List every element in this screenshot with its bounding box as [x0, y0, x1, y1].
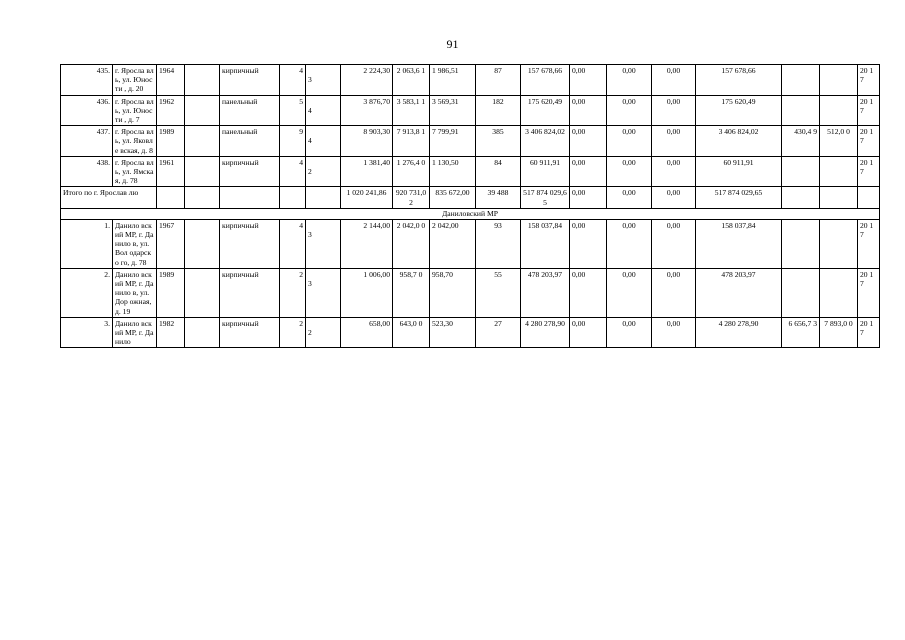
floors: 2	[280, 317, 306, 348]
cost-zero-2: 0,00	[607, 317, 652, 348]
blank-cell	[185, 268, 220, 317]
total-cost: 175 620,49	[696, 95, 782, 126]
table-row	[61, 317, 880, 348]
cost-zero-1: 0,00	[570, 317, 607, 348]
year-built: 1982	[157, 317, 185, 348]
unit-cost-2	[820, 95, 858, 126]
table-row	[61, 95, 880, 126]
blank-cell	[820, 187, 858, 208]
planned-year: 20 17	[858, 65, 880, 96]
repair-cost: 478 203,97	[521, 268, 570, 317]
blank-cell	[185, 187, 220, 208]
area-residential: 2 042,00	[430, 219, 476, 268]
row-number: 2.	[61, 268, 113, 317]
area-residential: 1 986,51	[430, 65, 476, 96]
total-area: 1 020 241,86	[341, 187, 393, 208]
unit-cost-2	[820, 219, 858, 268]
planned-year: 20 17	[858, 156, 880, 187]
floors: 9	[280, 126, 306, 157]
cost-zero-1: 0,00	[570, 65, 607, 96]
residents: 84	[476, 156, 521, 187]
planned-year: 20 17	[858, 219, 880, 268]
year-built: 1964	[157, 65, 185, 96]
area-residential: 958,70	[430, 268, 476, 317]
section-title: Даниловский МР	[61, 208, 880, 219]
residents: 182	[476, 95, 521, 126]
table-row	[61, 268, 880, 317]
total-cost: 157 678,66	[696, 65, 782, 96]
year-built: 1961	[157, 156, 185, 187]
cost-zero-2: 0,00	[607, 268, 652, 317]
residents: 39 488	[476, 187, 521, 208]
repair-cost: 158 037,84	[521, 219, 570, 268]
area-living: 7 913,8 1	[393, 126, 430, 157]
cost-zero-1: 0,00	[570, 187, 607, 208]
housing-register-table	[60, 64, 880, 348]
row-number: 1.	[61, 219, 113, 268]
residents: 55	[476, 268, 521, 317]
floors: 4	[280, 156, 306, 187]
area-residential: 1 130,50	[430, 156, 476, 187]
floors: 4	[280, 65, 306, 96]
wall-material: панельный	[220, 126, 280, 157]
summary-row	[61, 187, 880, 208]
unit-cost-1	[782, 268, 820, 317]
total-cost: 3 406 824,02	[696, 126, 782, 157]
blank-cell	[306, 187, 341, 208]
unit-cost-2	[820, 268, 858, 317]
summary-label: Итого по г. Ярослав лю	[61, 187, 157, 208]
year-built: 1989	[157, 268, 185, 317]
row-number: 435.	[61, 65, 113, 96]
total-area: 1 381,40	[341, 156, 393, 187]
cost-zero-3: 0,00	[652, 95, 696, 126]
table-row	[61, 65, 880, 96]
area-residential: 7 799,91	[430, 126, 476, 157]
residents: 93	[476, 219, 521, 268]
residents: 385	[476, 126, 521, 157]
wall-material: кирпичный	[220, 65, 280, 96]
address: г. Яросла вль, ул. Яковле вская, д. 8	[113, 126, 157, 157]
cost-zero-2: 0,00	[607, 65, 652, 96]
blank-cell	[858, 187, 880, 208]
total-area: 3 876,70	[341, 95, 393, 126]
repair-cost: 60 911,91	[521, 156, 570, 187]
year-built: 1967	[157, 219, 185, 268]
cost-zero-3: 0,00	[652, 219, 696, 268]
planned-year: 20 17	[858, 126, 880, 157]
cost-zero-1: 0,00	[570, 95, 607, 126]
address: Данило вский МР, г. Данило	[113, 317, 157, 348]
address: г. Яросла вль, ул. Ямская, д. 78	[113, 156, 157, 187]
total-area: 2 144,00	[341, 219, 393, 268]
entrances: 3	[306, 268, 341, 317]
repair-cost: 157 678,66	[521, 65, 570, 96]
area-living: 2 042,0 0	[393, 219, 430, 268]
section-row	[61, 208, 880, 219]
unit-cost-1	[782, 219, 820, 268]
year-built: 1989	[157, 126, 185, 157]
cost-zero-1: 0,00	[570, 219, 607, 268]
unit-cost-1	[782, 95, 820, 126]
unit-cost-1: 6 656,7 3	[782, 317, 820, 348]
cost-zero-2: 0,00	[607, 187, 652, 208]
table-row	[61, 219, 880, 268]
total-cost: 158 037,84	[696, 219, 782, 268]
residents: 87	[476, 65, 521, 96]
wall-material: кирпичный	[220, 219, 280, 268]
blank-cell	[185, 95, 220, 126]
total-cost: 517 874 029,65	[696, 187, 782, 208]
year-built: 1962	[157, 95, 185, 126]
cost-zero-3: 0,00	[652, 126, 696, 157]
total-cost: 478 203,97	[696, 268, 782, 317]
address: г. Яросла вль, ул. Юности , д. 7	[113, 95, 157, 126]
cost-zero-2: 0,00	[607, 126, 652, 157]
cost-zero-3: 0,00	[652, 187, 696, 208]
unit-cost-1: 430,4 9	[782, 126, 820, 157]
floors: 5	[280, 95, 306, 126]
blank-cell	[185, 126, 220, 157]
area-living: 958,7 0	[393, 268, 430, 317]
address: г. Яросла вль, ул. Юности , д. 20	[113, 65, 157, 96]
wall-material: панельный	[220, 95, 280, 126]
cost-zero-3: 0,00	[652, 156, 696, 187]
unit-cost-2: 512,0 0	[820, 126, 858, 157]
area-residential: 3 569,31	[430, 95, 476, 126]
total-area: 2 224,30	[341, 65, 393, 96]
page-number: 91	[446, 37, 459, 51]
wall-material: кирпичный	[220, 317, 280, 348]
unit-cost-2: 7 893,0 0	[820, 317, 858, 348]
cost-zero-1: 0,00	[570, 126, 607, 157]
planned-year: 20 17	[858, 317, 880, 348]
planned-year: 20 17	[858, 95, 880, 126]
blank-cell	[185, 317, 220, 348]
cost-zero-1: 0,00	[570, 156, 607, 187]
total-cost: 60 911,91	[696, 156, 782, 187]
area-living: 2 063,6 1	[393, 65, 430, 96]
blank-cell	[220, 187, 280, 208]
address: Данило вский МР, г. Данило в, ул. Дор ожная, д. 19	[113, 268, 157, 317]
blank-cell	[782, 187, 820, 208]
row-number: 436.	[61, 95, 113, 126]
floors: 2	[280, 268, 306, 317]
repair-cost: 3 406 824,02	[521, 126, 570, 157]
entrances: 2	[306, 156, 341, 187]
blank-cell	[185, 219, 220, 268]
entrances: 4	[306, 126, 341, 157]
entrances: 3	[306, 219, 341, 268]
row-number: 437.	[61, 126, 113, 157]
cost-zero-3: 0,00	[652, 268, 696, 317]
cost-zero-3: 0,00	[652, 65, 696, 96]
blank-cell	[185, 65, 220, 96]
area-living: 643,0 0	[393, 317, 430, 348]
area-residential: 835 672,00	[430, 187, 476, 208]
address: Данило вский МР, г. Данило в, ул. Вол одарско го, д. 78	[113, 219, 157, 268]
area-residential: 523,30	[430, 317, 476, 348]
entrances: 4	[306, 95, 341, 126]
table-row	[61, 126, 880, 157]
cost-zero-2: 0,00	[607, 156, 652, 187]
repair-cost: 175 620,49	[521, 95, 570, 126]
area-living: 1 276,4 0	[393, 156, 430, 187]
blank-cell	[157, 187, 185, 208]
unit-cost-1	[782, 156, 820, 187]
unit-cost-2	[820, 65, 858, 96]
area-living: 920 731,0 2	[393, 187, 430, 208]
unit-cost-2	[820, 156, 858, 187]
total-cost: 4 280 278,90	[696, 317, 782, 348]
cost-zero-2: 0,00	[607, 95, 652, 126]
wall-material: кирпичный	[220, 156, 280, 187]
cost-zero-2: 0,00	[607, 219, 652, 268]
repair-cost: 517 874 029,65	[521, 187, 570, 208]
cost-zero-3: 0,00	[652, 317, 696, 348]
total-area: 658,00	[341, 317, 393, 348]
repair-cost: 4 280 278,90	[521, 317, 570, 348]
planned-year: 20 17	[858, 268, 880, 317]
entrances: 3	[306, 65, 341, 96]
entrances: 2	[306, 317, 341, 348]
blank-cell	[185, 156, 220, 187]
residents: 27	[476, 317, 521, 348]
total-area: 8 903,30	[341, 126, 393, 157]
floors: 4	[280, 219, 306, 268]
wall-material: кирпичный	[220, 268, 280, 317]
area-living: 3 583,1 1	[393, 95, 430, 126]
row-number: 3.	[61, 317, 113, 348]
blank-cell	[280, 187, 306, 208]
unit-cost-1	[782, 65, 820, 96]
table-row	[61, 156, 880, 187]
cost-zero-1: 0,00	[570, 268, 607, 317]
row-number: 438.	[61, 156, 113, 187]
total-area: 1 006,00	[341, 268, 393, 317]
